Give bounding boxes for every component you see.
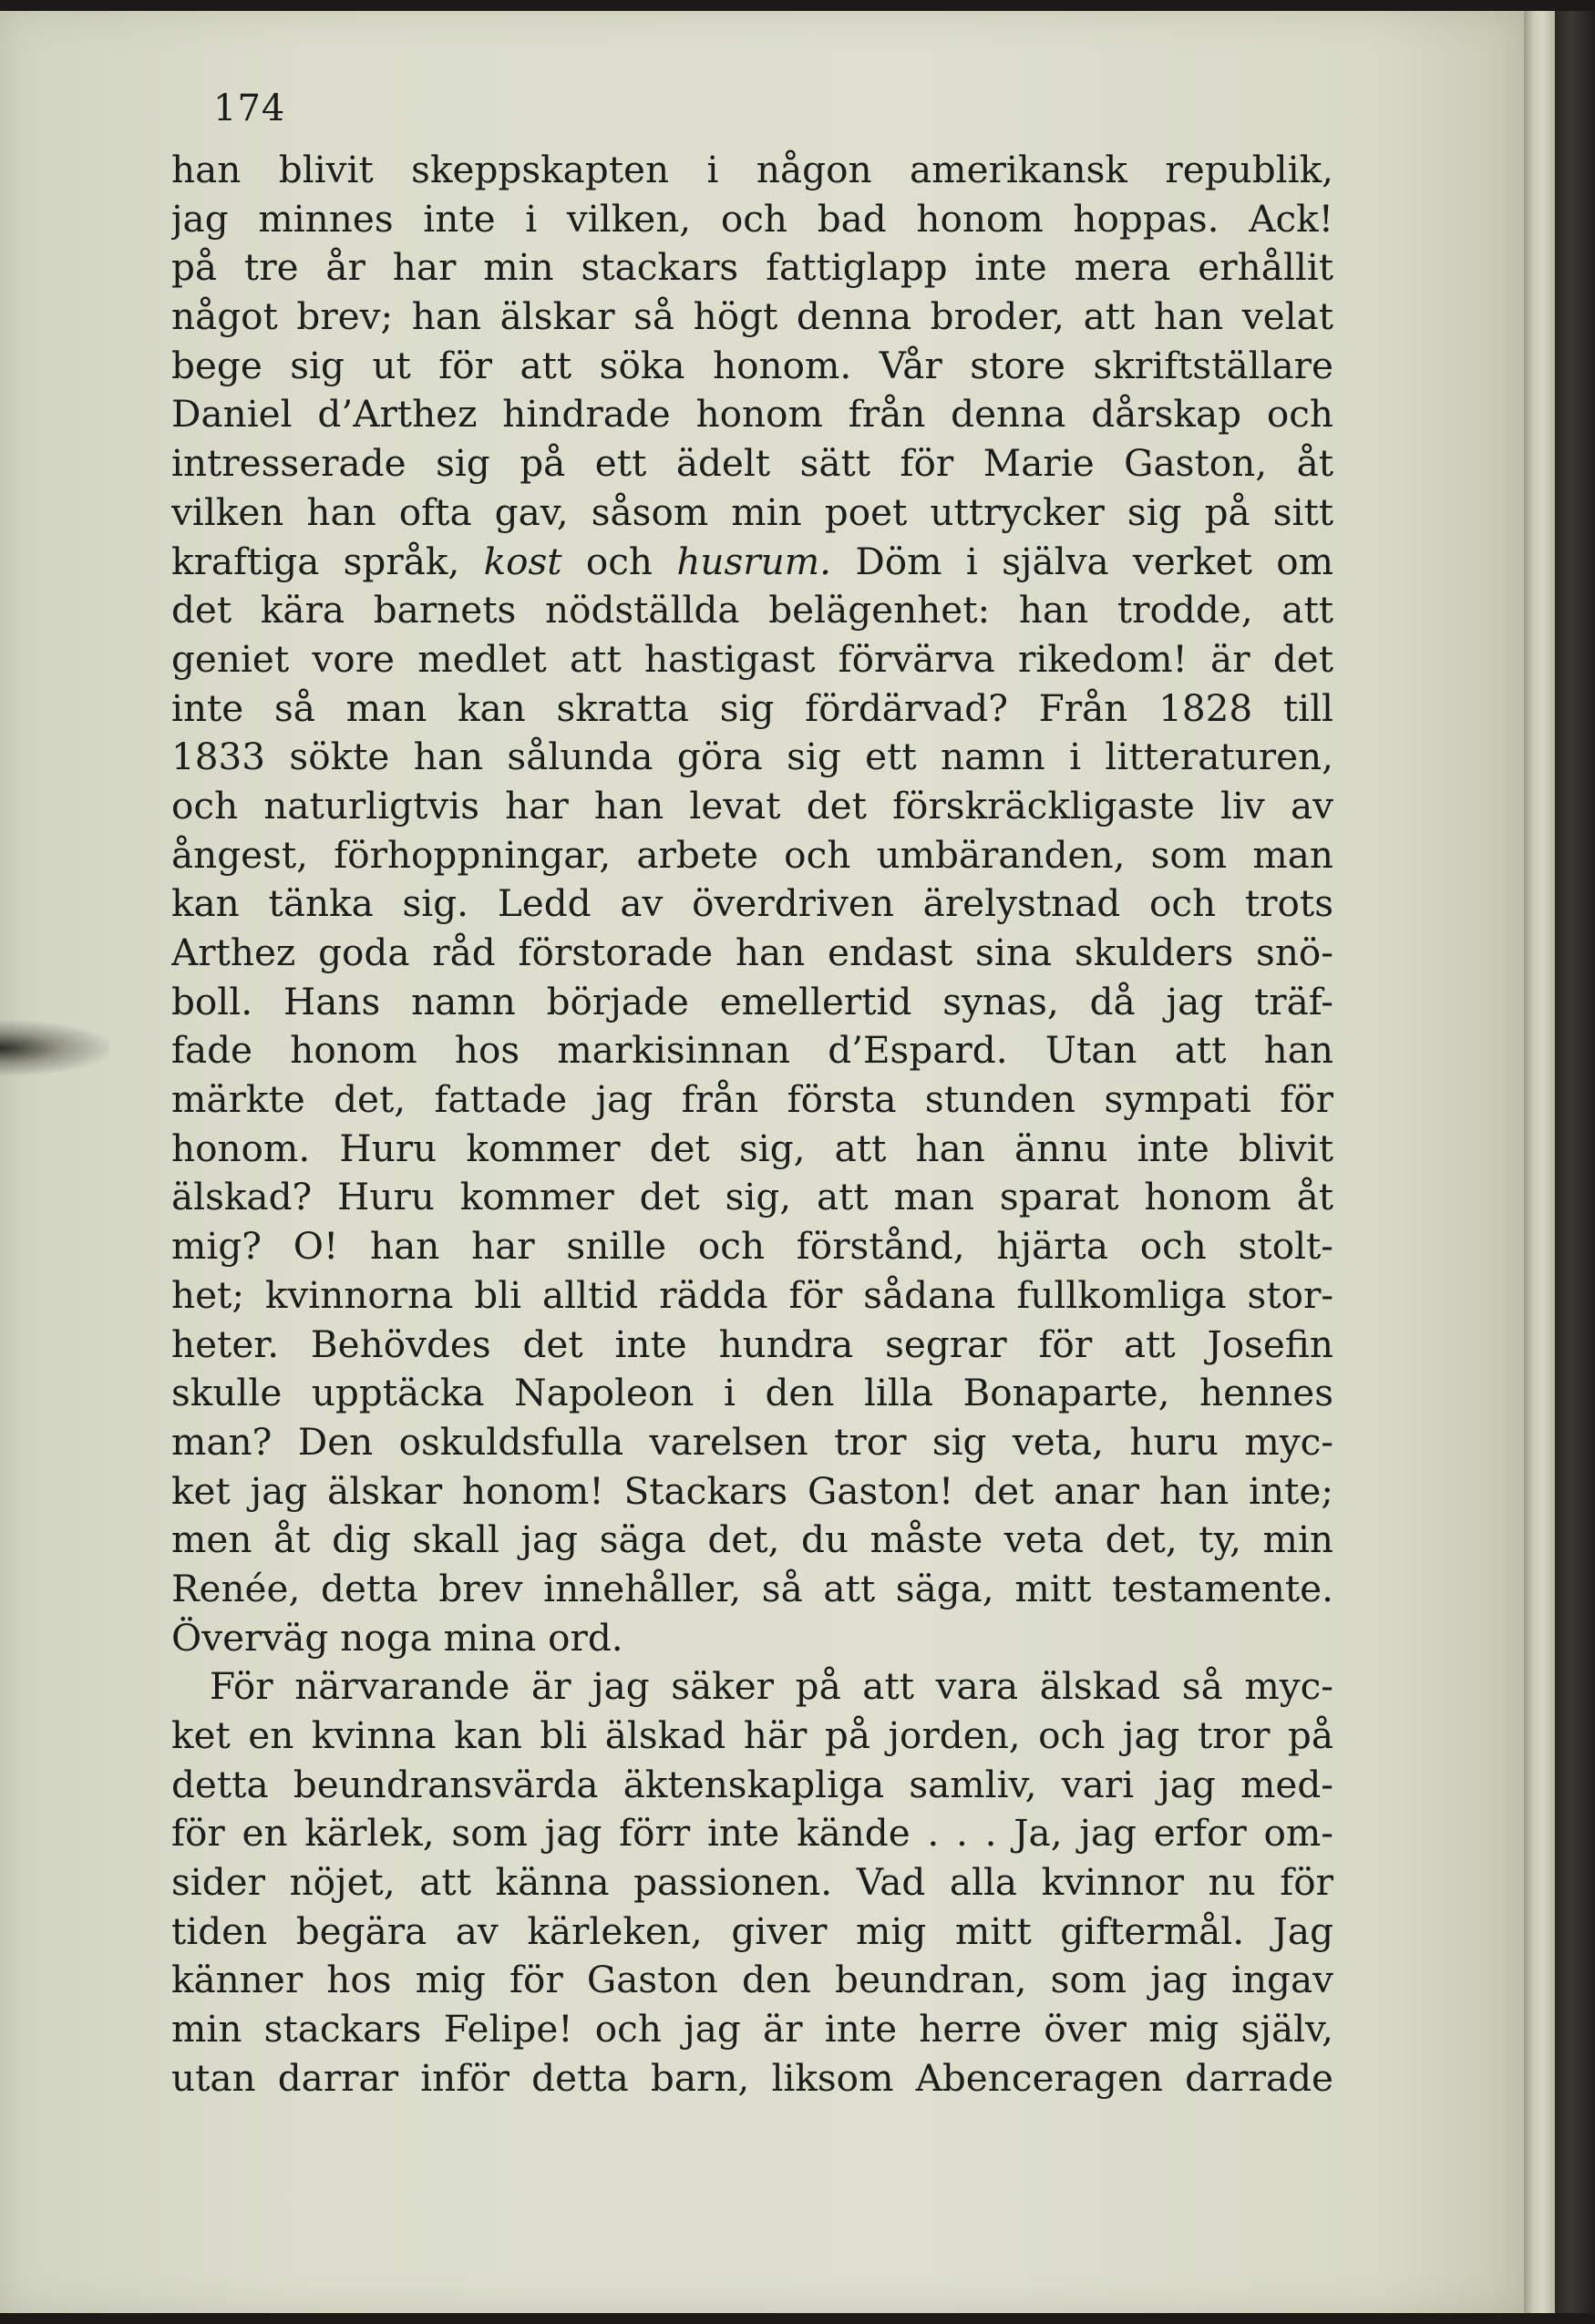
text-line: ket en kvinna kan bli älskad här på jorden, och jag tror på [171,1713,1333,1757]
text-line: och naturligtvis har han levat det förskräckligaste liv av [171,783,1333,828]
text-line: älskad? Huru kommer det sig, att man sparat honom åt [171,1175,1333,1219]
text-line: känner hos mig för Gaston den beundran, som jag ingav [171,1958,1333,2002]
text-line: fade honom hos markisinnan d’Espard. Utan att han [171,1028,1333,1073]
text-line: ångest, förhoppningar, arbete och umbäranden, som man [171,832,1333,877]
text-line: intresserade sig på ett ädelt sätt för Marie Gaston, åt [171,441,1333,486]
text-line: honom. Huru kommer det sig, att han ännu inte blivit [171,1126,1333,1170]
text-line: mig? O! han har snille och förstånd, hjärta och stolt- [171,1224,1333,1269]
text-line: tiden begära av kärleken, giver mig mitt giftermål. Jag [171,1908,1333,1953]
book-cover-edge [1555,11,1595,2313]
text-line: 1833 sökte han sålunda göra sig ett namn i litteraturen, [171,735,1333,779]
text-line: han blivit skeppskapten i någon amerikansk republik, [171,148,1333,191]
body-text [171,146,1333,2103]
text-line: inte så man kan skratta sig fördärvad? Från 1828 till [171,685,1333,730]
text-line: het; kvinnorna bli alltid rädda för sådana fullkomliga stor- [171,1272,1333,1317]
text-segment: kraftiga språk, [171,539,484,583]
text-line: Daniel d’Arthez hindrade honom från denna dårskap och [171,392,1333,437]
text-line: det kära barnets nödställda belägenhet: han trodde, att [171,588,1333,632]
page-edge [1524,11,1555,2313]
text-line: jag minnes inte i vilken, och bad honom hoppas. Ack! [171,196,1333,241]
binding-shadow [0,1021,109,1075]
text-line: kan tänka sig. Ledd av överdriven ärelystnad och trots [171,881,1333,926]
text-line: märkte det, fattade jag från första stunden sympati för [171,1077,1333,1122]
italic-word: husrum. [676,539,832,583]
paragraph-start-line: För närvarande är jag säker på att vara älskad så myc- [210,1664,1333,1709]
text-line: boll. Hans namn började emellertid synas, då jag träf- [171,979,1333,1023]
text-line: heter. Behövdes det inte hundra segrar för att Josefin [171,1321,1333,1366]
text-segment: och [561,539,677,583]
paragraph-end-line: Överväg noga mina ord. [171,1615,623,1660]
text-line: detta beundransvärda äktenskapliga samliv, vari jag med- [171,1762,1333,1806]
text-line: för en kärlek, som jag förr inte kände . . . Ja, jag erfor om- [171,1811,1333,1856]
text-line: min stackars Felipe! och jag är inte herre över mig själv, [171,2007,1333,2051]
page-number: 174 [213,87,286,129]
text-segment: Döm i själva verket om [831,539,1333,583]
text-line: något brev; han älskar så högt denna broder, att han velat [171,294,1333,339]
text-line: geniet vore medlet att hastigast förvärva rikedom! är det [171,636,1333,681]
text-line: vilken han ofta gav, såsom min poet uttrycker sig på sitt [171,489,1333,534]
text-line: bege sig ut för att söka honom. Vår store skriftställare [171,343,1333,387]
text-line: sider nöjet, att känna passionen. Vad alla kvinnor nu för [171,1860,1333,1905]
italic-word: kost [483,539,562,583]
text-line: man? Den oskuldsfulla varelsen tror sig veta, huru myc- [171,1419,1333,1464]
text-line-with-italics [171,538,1333,587]
text-line: ket jag älskar honom! Stackars Gaston! det anar han inte; [171,1468,1333,1513]
text-line: på tre år har min stackars fattiglapp inte mera erhållit [171,245,1333,290]
text-line: men åt dig skall jag säga det, du måste veta det, ty, min [171,1517,1333,1562]
text-line: skulle upptäcka Napoleon i den lilla Bonaparte, hennes [171,1371,1333,1415]
text-line: utan darrar inför detta barn, liksom Abenceragen darrade [171,2055,1333,2100]
text-line: Renée, detta brev innehåller, så att säga, mitt testamente. [171,1566,1333,1610]
text-line: Arthez goda råd förstorade han endast sina skulders snö- [171,931,1333,974]
